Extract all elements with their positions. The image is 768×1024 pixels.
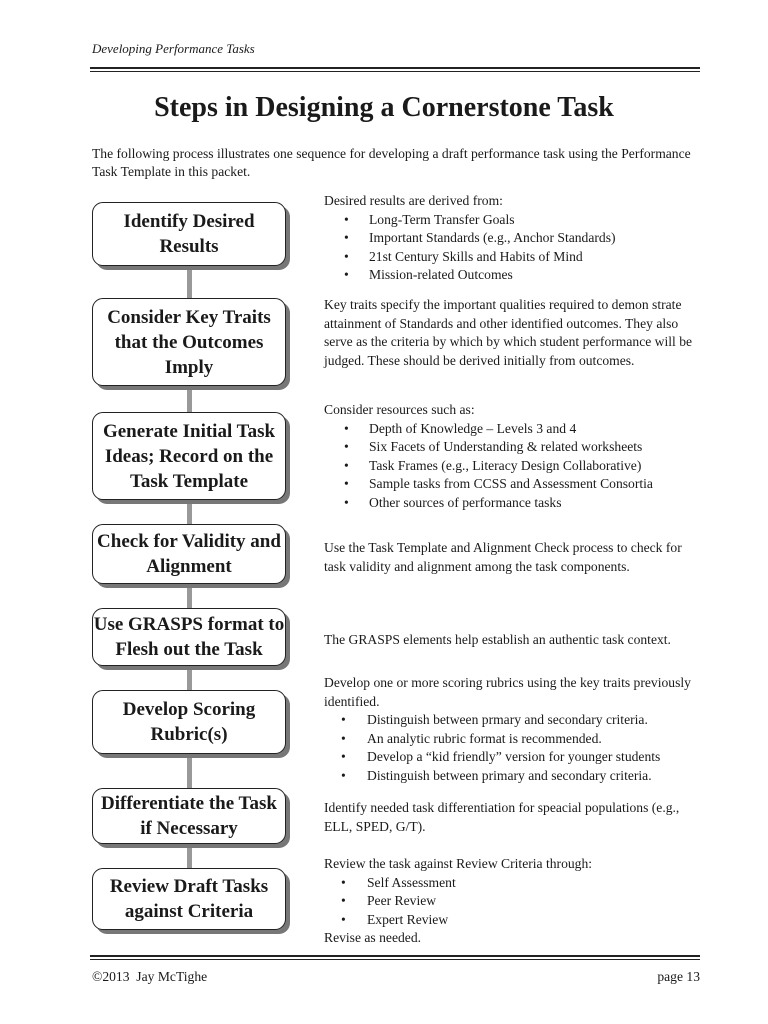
footer-rule-thin [90, 959, 700, 960]
list-item: • Sample tasks from CCSS and Assessment Consortia [324, 475, 709, 494]
footer-page-number: page 13 [657, 969, 700, 984]
list-item: • Six Facets of Understanding & related worksheets [324, 438, 709, 457]
bullet-list [324, 420, 709, 513]
list-item: • Mission-related Outcomes [324, 266, 709, 285]
header-rule [90, 67, 700, 69]
step-label: Identify Desired Results [123, 211, 255, 257]
step-description-text: Develop one or more scoring rubrics using the key traits previously identified. [324, 675, 691, 709]
step-description-text: Identify needed task differentiation for speacial populations (e.g., ELL, SPED, G/T). [324, 800, 680, 834]
list-item: • Long-Term Transfer Goals [324, 211, 709, 230]
footer-rule [90, 955, 700, 957]
step-box-consider-key-traits [92, 298, 286, 386]
step-label: Use GRASPS format to Flesh out the Task [93, 614, 285, 660]
step-box-differentiate-the-task [92, 788, 286, 844]
step-box-generate-initial-task-ideas [92, 412, 286, 500]
step-box-use-grasps-format [92, 608, 286, 666]
step-description-differentiate-the-task [324, 799, 704, 836]
flow-connector [187, 266, 192, 302]
intro-paragraph: The following process illustrates one sequence for developing a draft performance task using the Performance Task Template in this packet. [92, 146, 691, 179]
step-box-identify-desired-results [92, 202, 286, 266]
footer-copyright: ©2013 Jay McTighe [92, 969, 208, 984]
step-label: Develop Scoring Rubric(s) [122, 699, 256, 745]
running-header: Developing Performance Tasks [92, 41, 255, 56]
step-description-consider-key-traits [324, 296, 704, 370]
list-item: • Depth of Knowledge – Levels 3 and 4 [324, 420, 709, 439]
step-label: Review Draft Tasks against Criteria [109, 876, 269, 922]
list-item: • Develop a “kid friendly” version for younger students [324, 748, 694, 767]
bullet-list [324, 874, 709, 930]
list-item: • Distinguish between prmary and secondary criteria. [324, 711, 694, 730]
step-description-develop-scoring-rubrics [324, 674, 694, 785]
page-title: Steps in Designing a Cornerstone Task [154, 92, 614, 123]
header-rule-thin [90, 71, 700, 72]
bullet-list [324, 211, 709, 285]
step-box-develop-scoring-rubrics [92, 690, 286, 754]
step-description-text: Use the Task Template and Alignment Check process to check for task validity and alignment among the task components. [324, 540, 682, 574]
list-item: • Important Standards (e.g., Anchor Standards) [324, 229, 709, 248]
list-item: • Peer Review [324, 892, 709, 911]
step-description-outro: Revise as needed. [324, 930, 422, 945]
list-item: • Self Assessment [324, 874, 709, 893]
step-description-review-draft-tasks [324, 855, 709, 948]
list-item: • Distinguish between primary and secondary criteria. [324, 767, 694, 786]
step-description-use-grasps-format [324, 631, 709, 650]
step-description-text: Consider resources such as: [324, 402, 475, 417]
step-description-identify-desired-results [324, 192, 709, 285]
step-description-text: Desired results are derived from: [324, 193, 503, 208]
step-description-text: Key traits specify the important qualities required to demon strate attainment of Standards and other identified outcomes. They also serve as the criteria by which by which student performance will be judged. These should be derived initially from outcomes. [324, 297, 693, 368]
step-box-check-validity [92, 524, 286, 584]
step-label: Generate Initial Task Ideas; Record on the Task Template [102, 420, 276, 492]
step-label: Consider Key Traits that the Outcomes Imply [107, 306, 271, 378]
step-description-text: Review the task against Review Criteria through: [324, 856, 593, 871]
flow-connector [187, 754, 192, 792]
list-item: • An analytic rubric format is recommended. [324, 730, 694, 749]
step-description-generate-initial-task-ideas [324, 401, 709, 512]
step-description-check-validity [324, 539, 704, 576]
list-item: • 21st Century Skills and Habits of Mind [324, 248, 709, 267]
list-item: • Expert Review [324, 911, 709, 930]
step-box-review-draft-tasks [92, 868, 286, 930]
step-label: Differentiate the Task if Necessary [101, 793, 277, 839]
step-label: Check for Validity and Alignment [97, 531, 281, 577]
step-description-text: The GRASPS elements help establish an authentic task context. [324, 632, 671, 647]
list-item: • Task Frames (e.g., Literacy Design Collaborative) [324, 457, 709, 476]
list-item: • Other sources of performance tasks [324, 494, 709, 513]
bullet-list [324, 711, 694, 785]
